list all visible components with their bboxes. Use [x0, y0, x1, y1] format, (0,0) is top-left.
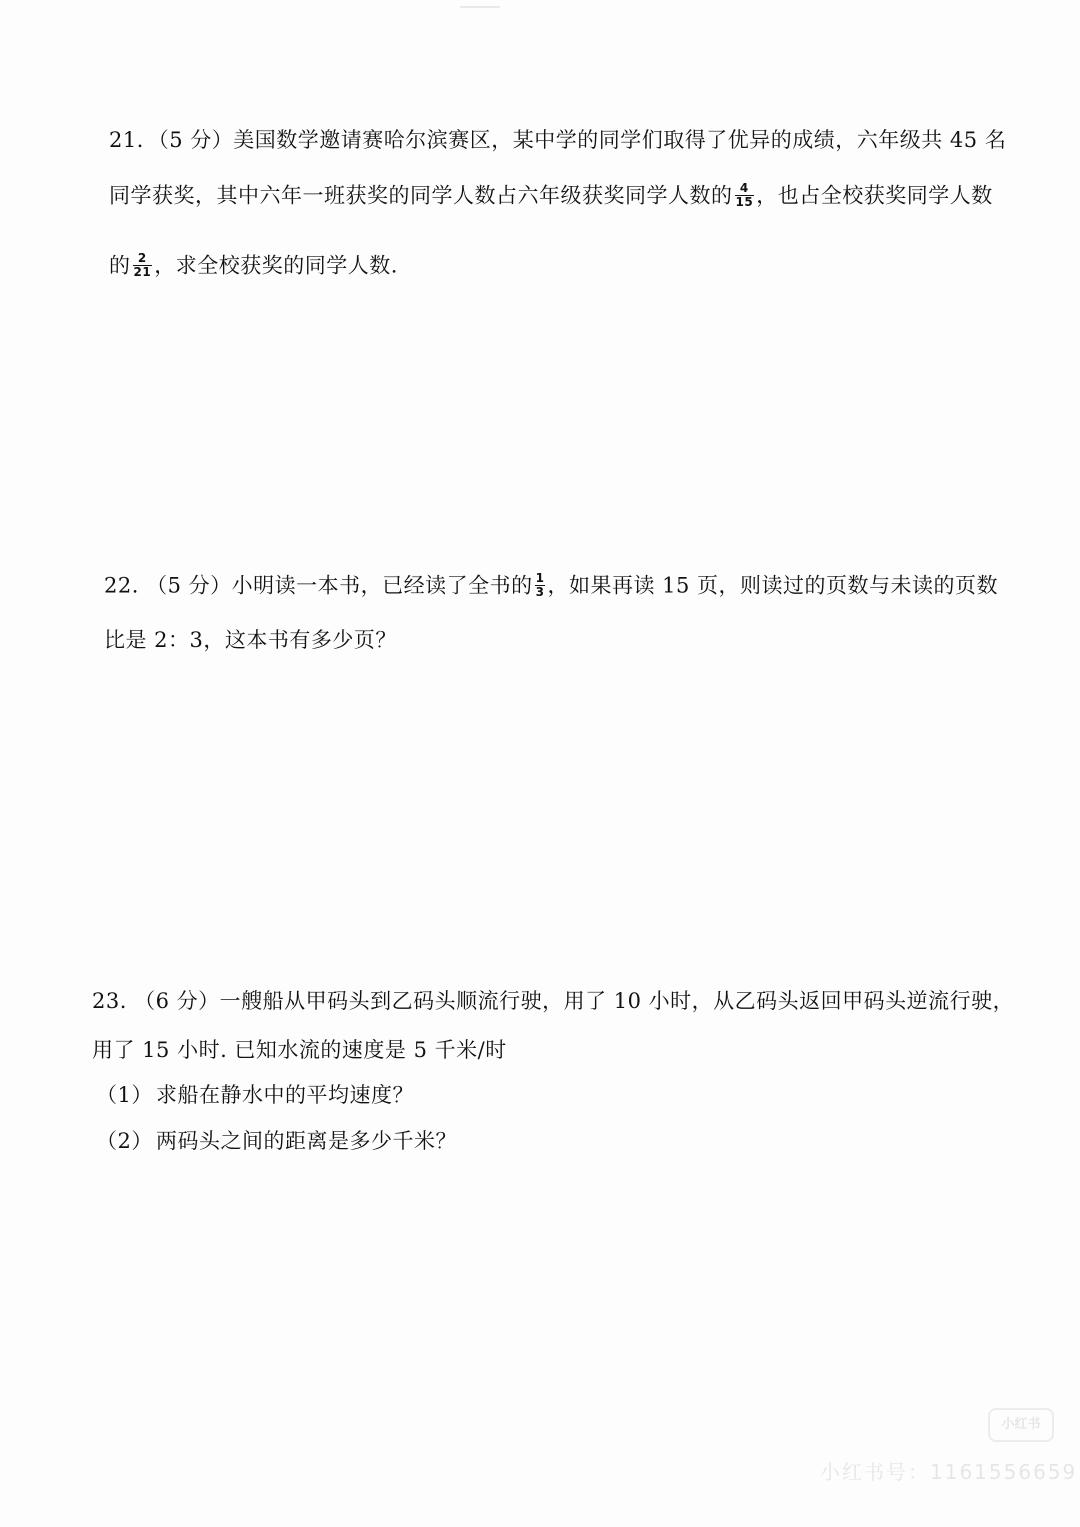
question-22-text: 22. （5 分）小明读一本书，已经读了全书的	[104, 573, 533, 598]
question-21-line-1: 21．（5 分）美国数学邀请赛哈尔滨赛区，某中学的同学们取得了优异的成绩，六年级共 45 名	[109, 128, 1007, 152]
fraction-denominator: 3	[535, 584, 545, 599]
watermark-logo: 小红书	[988, 1408, 1054, 1442]
question-23-sub-2	[96, 1131, 457, 1152]
question-21-text: 同学获奖，其中六年一班获奖的同学人数占六年级获奖同学人数的	[109, 183, 733, 208]
question-22-line-2: 比是 2：3，这本书有多少页？	[104, 628, 397, 652]
fraction-numerator: 1	[535, 571, 545, 585]
sub-question-text: 求船在静水中的平均速度？	[156, 1083, 414, 1107]
fraction-1-3	[535, 572, 546, 598]
question-22-line-1	[104, 571, 999, 600]
question-21-text: 的	[109, 253, 131, 278]
watermark-text: 小红书号：1161556659	[820, 1460, 1078, 1484]
sub-question-number: （2）	[96, 1129, 153, 1153]
question-23-line-2: 用了 15 小时. 已知水流的速度是 5 千米/时	[92, 1038, 507, 1062]
sub-question-number: （1）	[96, 1083, 153, 1107]
scan-mark	[460, 6, 500, 8]
fraction-4-15	[735, 182, 755, 208]
sub-question-text: 两码头之间的距离是多少千米？	[156, 1129, 457, 1153]
fraction-numerator: 4	[739, 181, 749, 195]
question-21-line-3	[109, 251, 398, 280]
question-23-line-1: 23. （6 分）一艘船从甲码头到乙码头顺流行驶，用了 10 小时，从乙码头返回甲码头逆流行驶，	[92, 989, 1015, 1013]
question-21-line-2	[109, 181, 993, 210]
fraction-numerator: 2	[137, 251, 147, 265]
question-21-text: ，也占全校获奖同学人数	[756, 183, 993, 208]
question-22-text: ，如果再读 15 页，则读过的页数与未读的页数	[547, 573, 999, 598]
question-21-text: ，求全校获奖的同学人数.	[154, 253, 398, 278]
fraction-denominator: 21	[133, 264, 152, 279]
fraction-denominator: 15	[735, 194, 754, 209]
fraction-2-21	[133, 252, 153, 278]
question-23-sub-1	[96, 1085, 414, 1106]
